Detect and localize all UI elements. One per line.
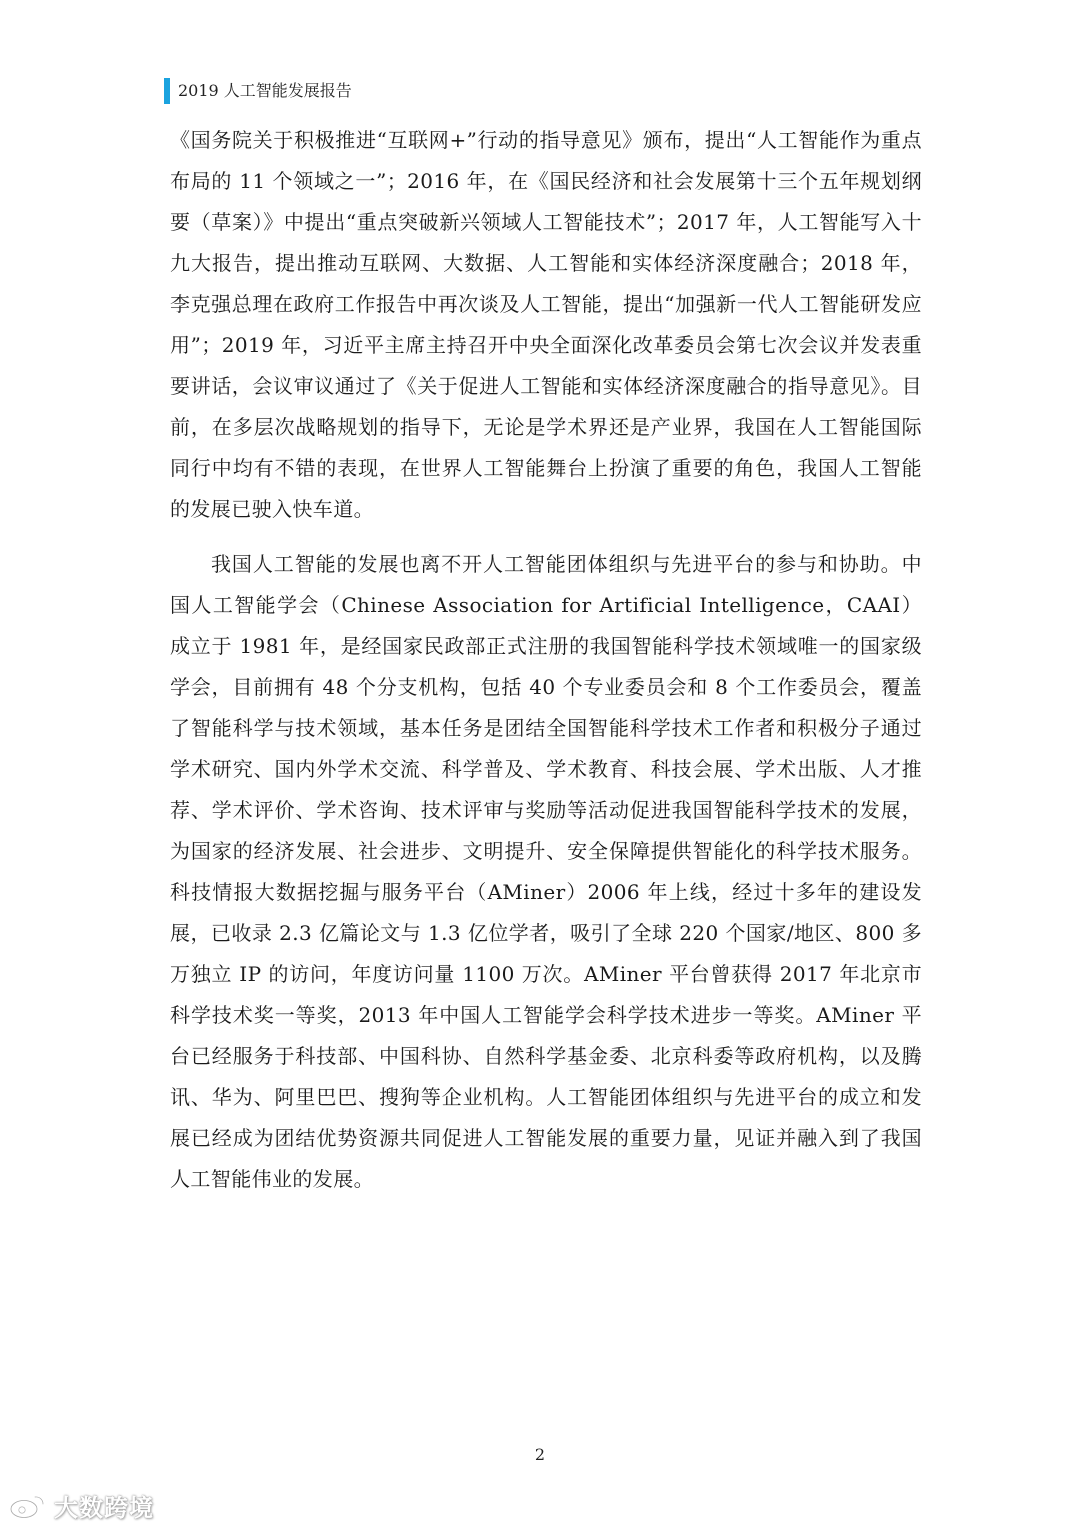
page-number: 2 [534,1445,546,1464]
paragraph-2: 我国人工智能的发展也离不开人工智能团体组织与先进平台的参与和协助。中国人工智能学会（Chinese Association for Artificial Intelligence，CAAI）成立于 1981 年，是经国家民政部正式注册的我国智能科学技术领域唯一的国家级学会，目前拥有 48 个分支机构，包括 40 个专业委员会和 8 个工作委员会，覆盖了智能科学与技术领域，基本任务是团结全国智能科学技术工作者和积极分子通过学术研究、国内外学术交流、科学普及、学术教育、科技会展、学术出版、人才推荐、学术评价、学术咨询、技术评审与奖励等活动促进我国智能科学技术的发展，为国家的经济发展、社会进步、文明提升、安全保障提供智能化的科学技术服务。科技情报大数据挖掘与服务平台（AMiner）2006 年上线，经过十多年的建设发展，已收录 2.3 亿篇论文与 1.3 亿位学者，吸引了全球 220 个国家/地区、800 多万独立 IP 的访问，年度访问量 1100 万次。AMiner 平台曾获得 2017 年北京市科学技术奖一等奖，2013 年中国人工智能学会科学技术进步一等奖。AMiner 平台已经服务于科技部、中国科协、自然科学基金委、北京科委等政府机构，以及腾讯、华为、阿里巴巴、搜狗等企业机构。人工智能团体组织与先进平台的成立和发展已经成为团结优势资源共同促进人工智能发展的重要力量，见证并融入到了我国人工智能伟业的发展。 [170,552,922,1191]
header-accent-bar [164,78,170,104]
header-title: 2019 人工智能发展报告 [178,81,352,100]
watermark [8,1488,154,1523]
weibo-logo-icon [8,1493,48,1519]
body-text [170,120,922,1200]
running-header [164,78,352,104]
watermark-text: 大数跨境 [54,1494,154,1522]
paragraph-1: 《国务院关于积极推进“互联网+”行动的指导意见》颁布，提出“人工智能作为重点布局的 11 个领域之一”；2016 年，在《国民经济和社会发展第十三个五年规划纲要（草案）》中提出“重点突破新兴领域人工智能技术”；2017 年，人工智能写入十九大报告，提出推动互联网、大数据、人工智能和实体经济深度融合；2018 年，李克强总理在政府工作报告中再次谈及人工智能，提出“加强新一代人工智能研发应用”；2019 年，习近平主席主持召开中央全面深化改革委员会第七次会议并发表重要讲话，会议审议通过了《关于促进人工智能和实体经济深度融合的指导意见》。目前，在多层次战略规划的指导下，无论是学术界还是产业界，我国在人工智能国际同行中均有不错的表现，在世界人工智能舞台上扮演了重要的角色，我国人工智能的发展已驶入快车道。 [170,128,922,521]
